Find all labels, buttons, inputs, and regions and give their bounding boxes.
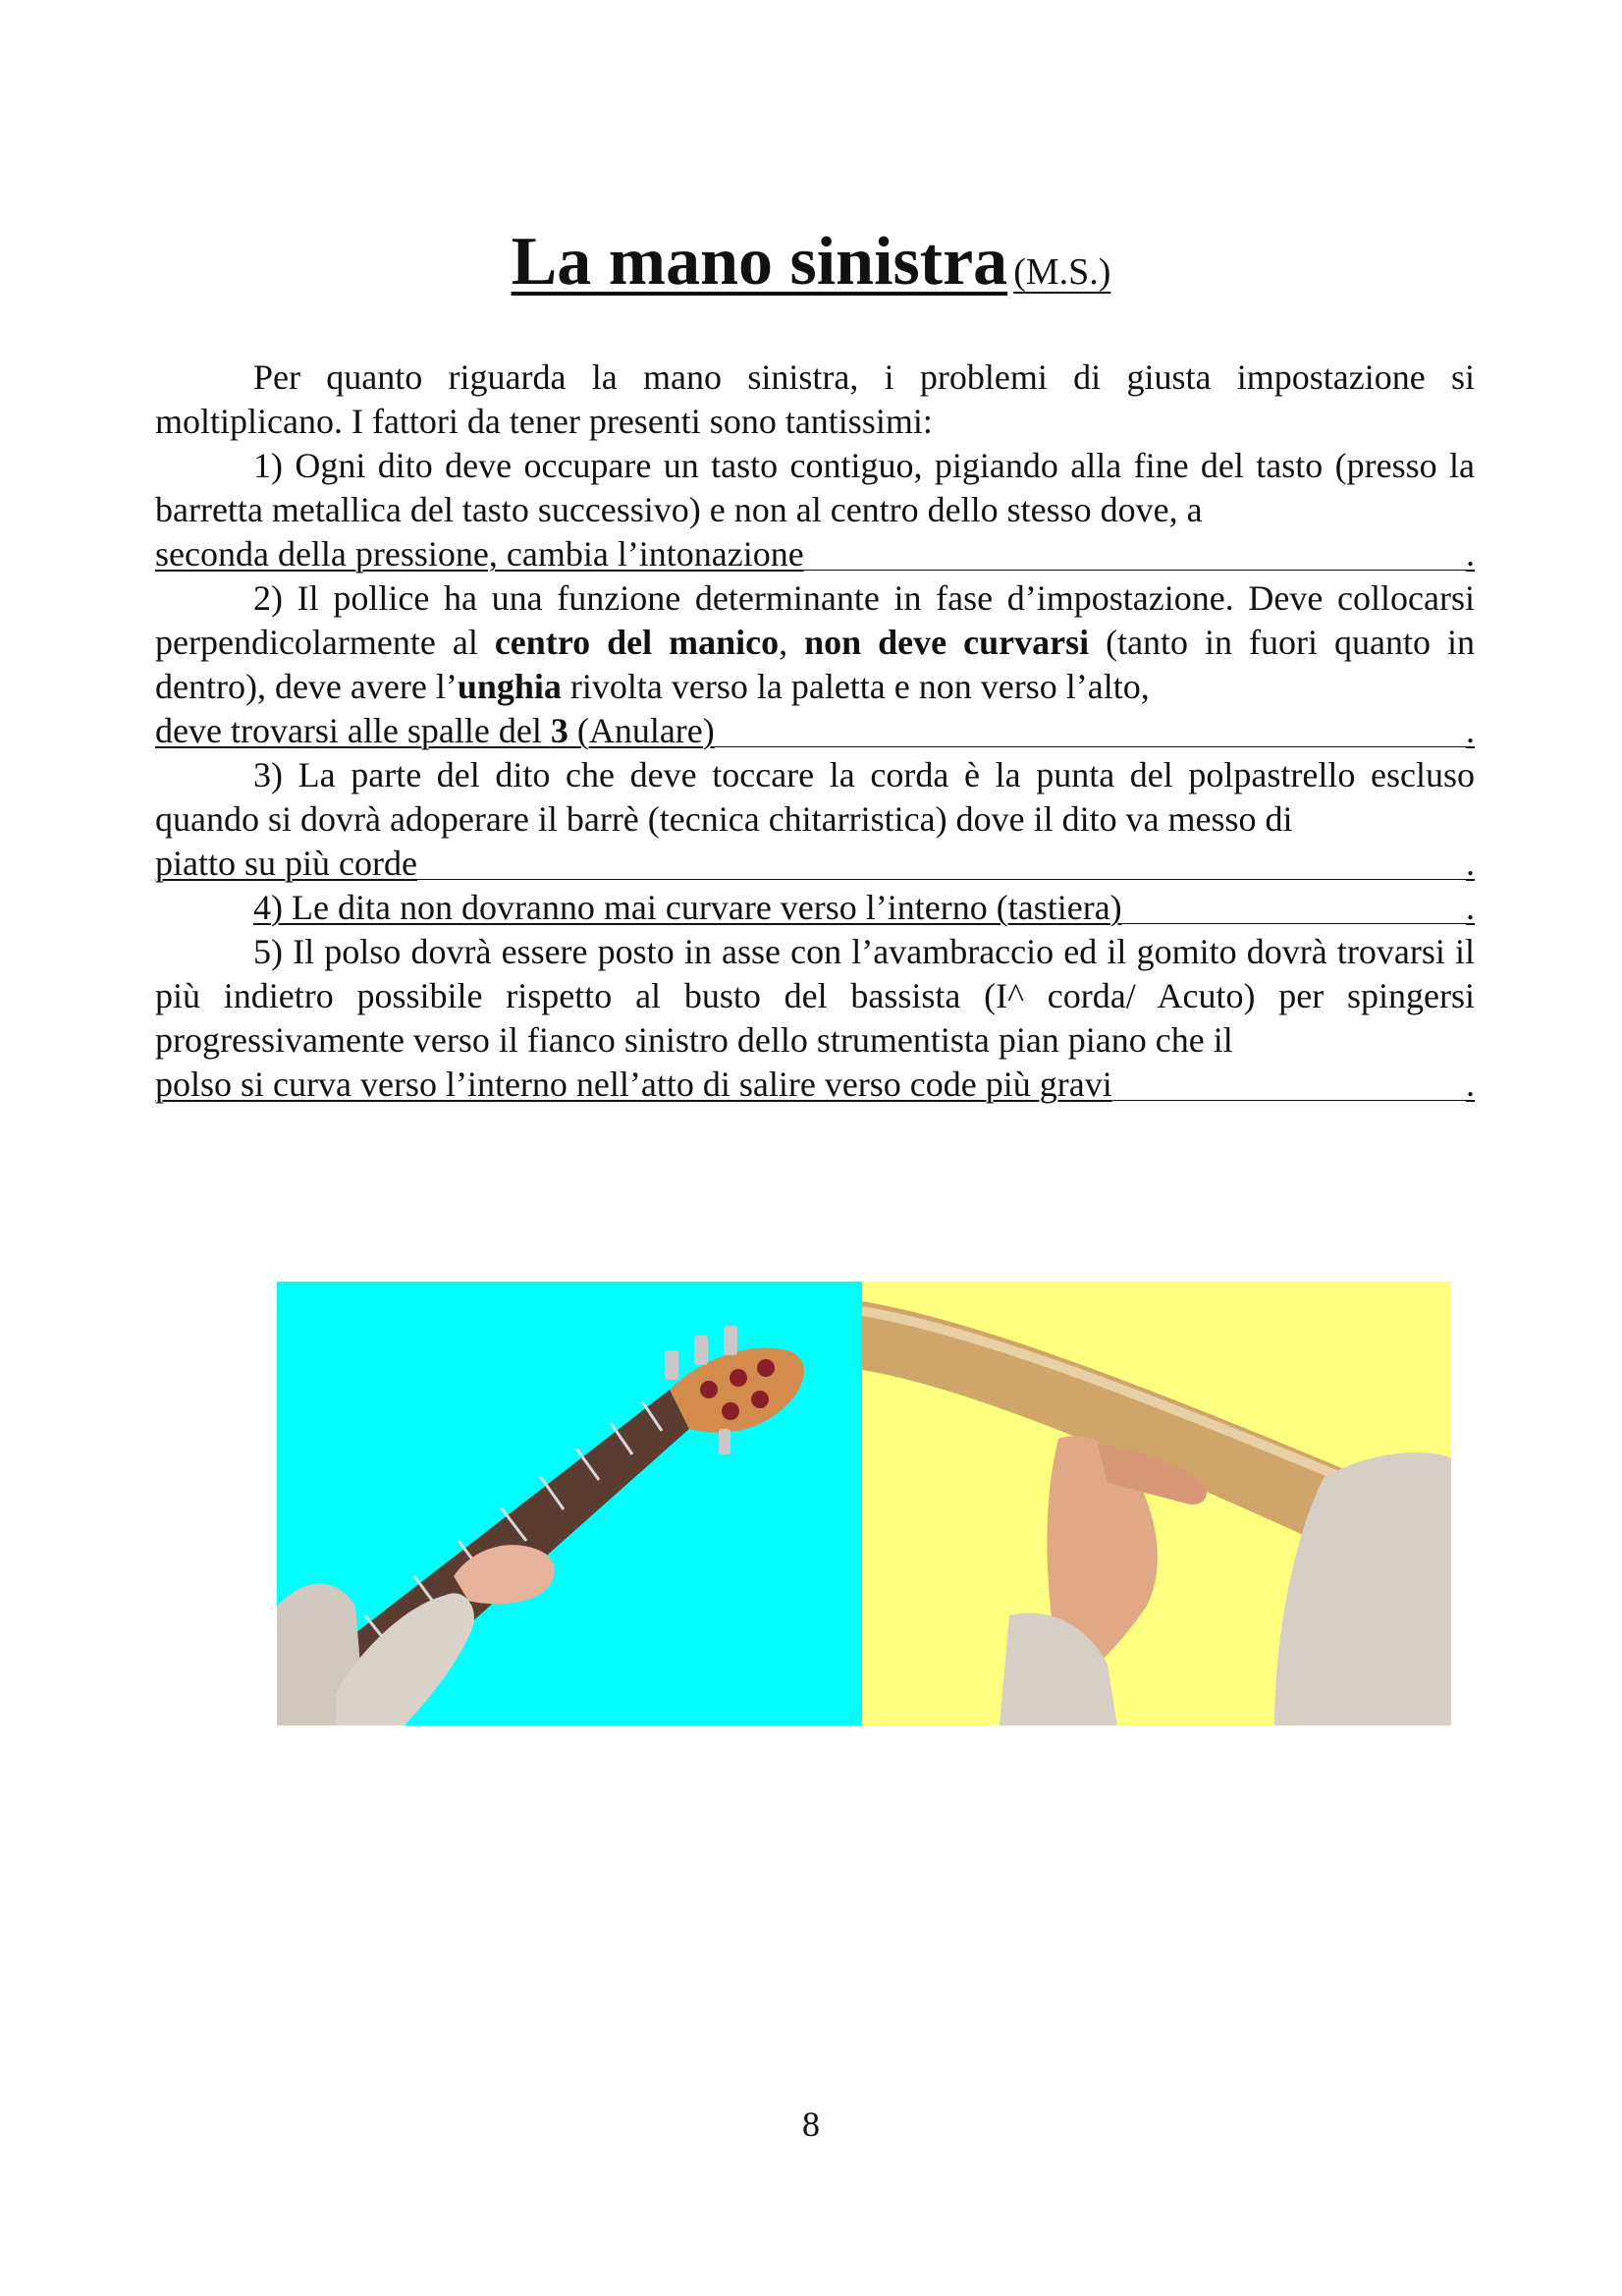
item-3-text: 3) La parte del dito che deve toccare la corda è la punta del polpastrello escluso quando si dovrà adoperare il barrè (tecnica chitarristica) dove il dito va messo di <box>155 755 1475 839</box>
item-2-last-c: (Anulare) <box>568 711 715 750</box>
thumb-position-photo <box>862 1282 1451 1725</box>
title-main: La mano sinistra <box>511 224 1008 300</box>
thumb-illustration <box>862 1282 1451 1725</box>
title-subtitle: (M.S.) <box>1013 251 1111 293</box>
item-2-bold-curvarsi: non deve curvarsi <box>804 623 1090 662</box>
item-3-last-text: piatto su più corde <box>155 844 417 883</box>
headstock <box>670 1347 804 1432</box>
item-4-line <box>155 886 1475 930</box>
item-4-dot: . <box>1466 888 1475 927</box>
item-2-part-c: , <box>779 623 805 662</box>
item-3-dot: . <box>1466 844 1475 883</box>
item-2-last-text <box>155 709 715 753</box>
item-2-last-a: deve trovarsi alle spalle del <box>155 711 551 750</box>
item-1-last-line <box>155 532 1475 576</box>
item-3-last-line <box>155 842 1475 886</box>
item-2-bold-unghia: unghia <box>457 667 562 706</box>
item-2-part-a: 2) Il pollice ha una funzione determinante in fase d’impostazione. Deve collocarsi perpendicolarmente al <box>155 578 1475 662</box>
bass-neck-illustration <box>277 1282 862 1725</box>
item-2-dot: . <box>1466 711 1475 750</box>
item-1-text: 1) Ogni dito deve occupare un tasto contiguo, pigiando alla fine del tasto (presso la barretta metallica del tasto successivo) e non al centro dello stesso dove, a <box>155 446 1475 529</box>
item-5-text: 5) Il polso dovrà essere posto in asse con l’avambraccio ed il gomito dovrà trovarsi il più indietro possibile rispetto al busto del bassista (I^ corda/ Acuto) per spingersi progressivamente verso il fianco sinistro dello strumentista pian piano che il <box>155 932 1475 1060</box>
bass-neck-photo <box>277 1282 862 1725</box>
page-number: 8 <box>802 2105 820 2144</box>
item-4-text: 4) Le dita non dovranno mai curvare verso l’interno (tastiera) <box>253 888 1122 927</box>
page-title <box>0 224 1622 300</box>
item-2-text <box>155 576 1475 709</box>
item-2-last-line <box>155 709 1475 753</box>
item-2-part-e: rivolta verso la paletta e non verso l’alto, <box>561 667 1150 706</box>
item-5-last-text: polso si curva verso l’interno nell’atto di salire verso code più gravi <box>155 1065 1112 1104</box>
item-5-last-line <box>155 1063 1475 1107</box>
item-1-dot: . <box>1466 534 1475 574</box>
item-2-last-bold: 3 <box>550 711 568 750</box>
item-2-bold-centro: centro del manico <box>494 623 780 662</box>
intro-paragraph: Per quanto riguarda la mano sinistra, i problemi di giusta impostazione si moltiplicano. I fattori da tener presenti sono tantissimi: <box>155 357 1475 441</box>
item-1-last-text: seconda della pressione, cambia l’intonazione <box>155 534 804 574</box>
photo-strip <box>277 1282 1451 1725</box>
body-text <box>155 355 1475 1107</box>
item-5-dot: . <box>1466 1065 1475 1104</box>
item-2-part-d: (tanto in fuori quanto in dentro), deve avere l’ <box>155 623 1475 706</box>
